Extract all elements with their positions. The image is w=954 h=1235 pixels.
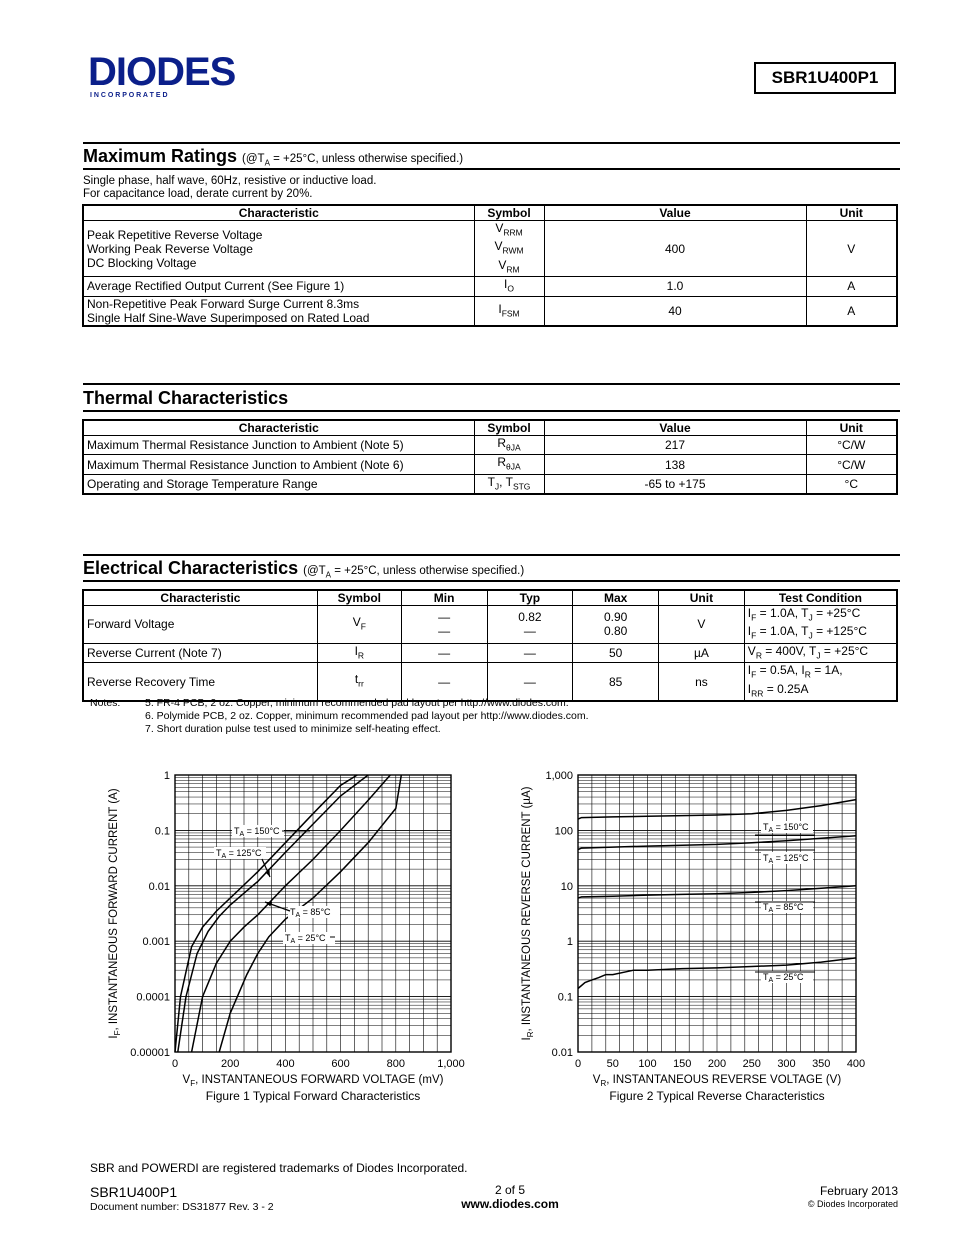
value-cell: 1.0	[544, 277, 806, 296]
y-tick-label: 1	[163, 770, 170, 782]
x-axis-label: $V_F$, INSTANTANEOUS FORWARD VOLTAGE (mV)	[182, 1074, 444, 1088]
x-tick-label: 600	[331, 1058, 350, 1070]
x-tick-label: 300	[777, 1058, 796, 1070]
title-text: Electrical Characteristics	[83, 558, 299, 578]
cell-line: —	[438, 645, 451, 660]
table-row	[83, 474, 897, 494]
value-cell: 40	[544, 296, 806, 326]
symbol-text: $V_{RWM}$	[494, 239, 524, 256]
value-cell: 138	[544, 455, 806, 474]
note-line: For capacitance load, derate current by 20%.	[83, 188, 313, 200]
footer-part: SBR1U400P1	[90, 1184, 178, 1200]
column-header: Unit	[806, 420, 897, 436]
characteristic-cell: Forward Voltage	[83, 606, 317, 644]
section-rule	[83, 168, 900, 170]
x-tick-label: 400	[846, 1058, 865, 1070]
figure-caption: Figure 1 Typical Forward Characteristics	[205, 1089, 421, 1103]
characteristic-cell	[83, 296, 474, 326]
x-tick-label: 400	[276, 1058, 295, 1070]
symbol-text: $V_F$	[352, 615, 366, 632]
cell-line: —	[523, 674, 536, 689]
test-condition-cell	[744, 606, 897, 644]
unit-cell: °C/W	[806, 455, 897, 474]
max-ratings-table	[82, 204, 898, 327]
characteristic-cell: Maximum Thermal Resistance Junction to Ambient (Note 6)	[83, 455, 474, 474]
note-item: 5. FR-4 PCB, 2 oz. Copper, minimum recommended pad layout per http://www.diodes.com.	[145, 697, 569, 709]
max-cell	[573, 663, 659, 701]
cell-line: —	[438, 674, 451, 689]
characteristic-cell: Reverse Current (Note 7)	[83, 643, 317, 662]
figure-caption: Figure 2 Typical Reverse Characteristics	[609, 1089, 825, 1103]
symbol-cell	[317, 663, 401, 701]
cell-line: Average Rectified Output Current (See Figure 1)	[87, 279, 345, 294]
x-tick-label: 50	[606, 1058, 619, 1070]
x-tick-label: 800	[386, 1058, 405, 1070]
unit-cell: A	[806, 277, 897, 296]
column-header: Symbol	[474, 420, 544, 436]
typ-cell	[487, 643, 573, 662]
section-rule	[83, 142, 900, 144]
unit-cell: µA	[659, 643, 745, 662]
series-label: $T_A = 150^\circ C$	[763, 822, 809, 834]
y-tick-label: 0.0001	[136, 991, 170, 1004]
table-row	[83, 643, 897, 662]
table-row	[83, 455, 897, 474]
section-title-electrical	[83, 558, 524, 579]
cell-line: —	[438, 610, 451, 625]
characteristic-cell	[83, 221, 474, 277]
column-header: Value	[544, 205, 806, 221]
symbol-cell	[317, 606, 401, 644]
unit-cell: °C/W	[806, 436, 897, 455]
cell-line: 0.90	[603, 610, 628, 625]
max-cell	[573, 606, 659, 644]
unit-cell: A	[806, 296, 897, 326]
section-rule	[83, 410, 900, 412]
series-label: $T_A = 25^\circ C$	[763, 972, 804, 984]
cell-line: 0.80	[603, 624, 628, 639]
characteristic-cell	[83, 277, 474, 296]
x-tick-label: 1,000	[437, 1058, 465, 1070]
footer-url[interactable]: www.diodes.com	[461, 1197, 559, 1211]
characteristic-cell: Reverse Recovery Time	[83, 663, 317, 701]
column-header: Min	[401, 590, 487, 606]
cell-line: —	[523, 645, 536, 660]
x-tick-label: 0	[574, 1058, 582, 1070]
x-tick-label: 150	[673, 1058, 692, 1070]
y-tick-label: 1,000	[545, 770, 573, 782]
table-row	[83, 277, 897, 296]
column-header: Test Condition	[744, 590, 897, 606]
trademark-note: SBR and POWERDI are registered trademarks of Diodes Incorporated.	[90, 1161, 468, 1175]
y-tick-label: 0.00001	[130, 1047, 170, 1059]
forward-characteristics-chart	[100, 765, 470, 1110]
load-note	[83, 175, 376, 201]
section-title-thermal	[83, 388, 288, 409]
condition-line: $I_{RR} = 0.25A$	[747, 681, 809, 698]
cell-line: Peak Repetitive Reverse Voltage	[87, 227, 263, 242]
logo-wordmark: DIODES	[88, 52, 236, 94]
y-tick-label: 0.01	[148, 880, 170, 893]
title-text: Thermal Characteristics	[83, 388, 289, 408]
reverse-characteristics-chart	[515, 765, 865, 1110]
cell-line: DC Blocking Voltage	[87, 255, 197, 270]
logo-subtext: I N C O R P O R A T E D	[90, 92, 168, 99]
x-tick-label: 200	[221, 1058, 240, 1070]
symbol-text: $R_{\theta JA}$	[497, 436, 521, 453]
value-cell: -65 to +175	[544, 474, 806, 494]
table-row	[83, 221, 897, 277]
characteristic-cell: Maximum Thermal Resistance Junction to Ambient (Note 5)	[83, 436, 474, 455]
min-cell	[401, 643, 487, 662]
test-condition-cell	[744, 663, 897, 701]
symbol-text: $I_{FSM}$	[498, 301, 520, 318]
y-tick-label: 1	[566, 936, 573, 949]
column-header: Typ	[487, 590, 573, 606]
footer-doc-number: Document number: DS31877 Rev. 3 - 2	[90, 1201, 274, 1213]
symbol-text: $t_{rr}$	[354, 672, 364, 689]
series-label: $T_A = 85^\circ C$	[290, 907, 331, 919]
condition-line: $I_F = 0.5A$, $I_R = 1A$,	[747, 663, 843, 680]
column-header: Value	[544, 420, 806, 436]
column-header: Unit	[806, 205, 897, 221]
footer-page: 2 of 5	[494, 1183, 526, 1197]
value-cell: 217	[544, 436, 806, 455]
section-rule	[83, 554, 900, 556]
typ-cell	[487, 663, 573, 701]
characteristic-cell: Operating and Storage Temperature Range	[83, 474, 474, 494]
footer-copyright: © Diodes Incorporated	[807, 1199, 898, 1209]
y-axis-label: $I_R$, INSTANTANEOUS REVERSE CURRENT (µA)	[521, 786, 535, 1041]
x-axis-label: $V_R$, INSTANTANEOUS REVERSE VOLTAGE (V)	[592, 1074, 842, 1088]
y-tick-label: 0.01	[551, 1047, 573, 1059]
table-row	[83, 296, 897, 326]
x-tick-label: 0	[171, 1058, 179, 1070]
x-tick-label: 100	[638, 1058, 657, 1070]
column-header: Characteristic	[83, 590, 317, 606]
series-label: $T_A = 125^\circ C$	[763, 853, 809, 865]
symbol-cell	[317, 643, 401, 662]
condition-line: $V_R = 400V$, $T_J = +25^\circ C$	[747, 643, 869, 661]
series-label: $T_A = 150^\circ C$	[234, 826, 280, 838]
column-header: Symbol	[474, 205, 544, 221]
y-axis-label: $I_F$, INSTANTANEOUS FORWARD CURRENT (A)	[108, 788, 122, 1039]
symbol-cell	[474, 436, 544, 455]
symbol-cell	[474, 277, 544, 296]
table-row	[83, 436, 897, 455]
symbol-text: $R_{\theta JA}$	[497, 455, 521, 472]
condition-text: ($@T_A = +25^\circ C$, unless otherwise specified.)	[242, 153, 464, 168]
series-label: $T_A = 85^\circ C$	[763, 902, 804, 914]
y-tick-label: 10	[560, 880, 573, 893]
note-line: Single phase, half wave, 60Hz, resistive or inductive load.	[83, 175, 377, 187]
symbol-cell	[474, 455, 544, 474]
cell-line: 85	[608, 674, 623, 689]
condition-line: $I_F = 1.0A$, $T_J = +25^\circ C$	[747, 606, 861, 623]
table-row	[83, 663, 897, 701]
cell-line: Non-Repetitive Peak Forward Surge Current 8.3ms	[87, 296, 360, 311]
section-rule	[83, 383, 900, 385]
cell-line: —	[523, 624, 536, 639]
footer-date: February 2013	[819, 1184, 898, 1198]
section-title-max-ratings	[83, 146, 463, 167]
y-tick-label: 0.001	[142, 936, 170, 949]
typ-cell	[487, 606, 573, 644]
unit-cell: V	[806, 221, 897, 277]
min-cell	[401, 606, 487, 644]
note-item: 7. Short duration pulse test used to minimize self-heating effect.	[145, 723, 441, 735]
symbol-text: $I_R$	[354, 643, 365, 661]
table-header-row	[83, 420, 897, 436]
table-row	[83, 606, 897, 644]
x-tick-label: 350	[812, 1058, 831, 1070]
unit-cell: ns	[659, 663, 745, 701]
column-header: Unit	[659, 590, 745, 606]
symbol-cell	[474, 296, 544, 326]
column-header: Symbol	[317, 590, 401, 606]
diodes-logo	[86, 52, 266, 100]
cell-line: Single Half Sine-Wave Superimposed on Rated Load	[87, 310, 370, 325]
series-label: $T_A = 125^\circ C$	[216, 848, 262, 860]
x-tick-label: 200	[707, 1058, 727, 1070]
column-header: Characteristic	[83, 420, 474, 436]
cell-line: 50	[608, 645, 623, 660]
condition-text: ($@T_A = +25^\circ C$, unless otherwise specified.)	[303, 565, 525, 580]
value-cell: 400	[544, 221, 806, 277]
symbol-text: $V_{RRM}$	[495, 221, 523, 238]
y-tick-label: 0.1	[154, 825, 170, 838]
cell-line: —	[438, 624, 451, 639]
title-text: Maximum Ratings	[83, 146, 238, 166]
table-header-row	[83, 590, 897, 606]
series-label: $T_A = 25^\circ C$	[285, 933, 326, 945]
y-tick-label: 0.1	[557, 991, 573, 1004]
test-condition-cell	[744, 643, 897, 662]
notes-list	[145, 697, 589, 736]
max-cell	[573, 643, 659, 662]
column-header: Characteristic	[83, 205, 474, 221]
symbol-cell	[474, 474, 544, 494]
table-header-row	[83, 205, 897, 221]
symbol-text: $T_J$, $T_{STG}$	[487, 474, 531, 492]
column-header: Max	[573, 590, 659, 606]
thermal-table	[82, 419, 898, 495]
electrical-table	[82, 589, 898, 702]
symbol-text: $I_O$	[504, 277, 514, 294]
notes-label: Notes:	[90, 697, 121, 709]
x-tick-label: 250	[742, 1058, 761, 1070]
condition-line: $I_F = 1.0A$, $T_J = +125^\circ C$	[747, 624, 867, 641]
symbol-cell	[474, 221, 544, 277]
cell-line: Working Peak Reverse Voltage	[87, 241, 253, 256]
unit-cell: V	[659, 606, 745, 644]
min-cell	[401, 663, 487, 701]
part-number-box: SBR1U400P1	[754, 62, 896, 94]
cell-line: 0.82	[518, 610, 542, 625]
symbol-text: $V_{RM}$	[498, 257, 520, 275]
unit-cell: °C	[806, 474, 897, 494]
section-rule	[83, 580, 900, 582]
note-item: 6. Polymide PCB, 2 oz. Copper, minimum recommended pad layout per http://www.diodes.com.	[145, 710, 589, 722]
y-tick-label: 100	[554, 825, 573, 838]
